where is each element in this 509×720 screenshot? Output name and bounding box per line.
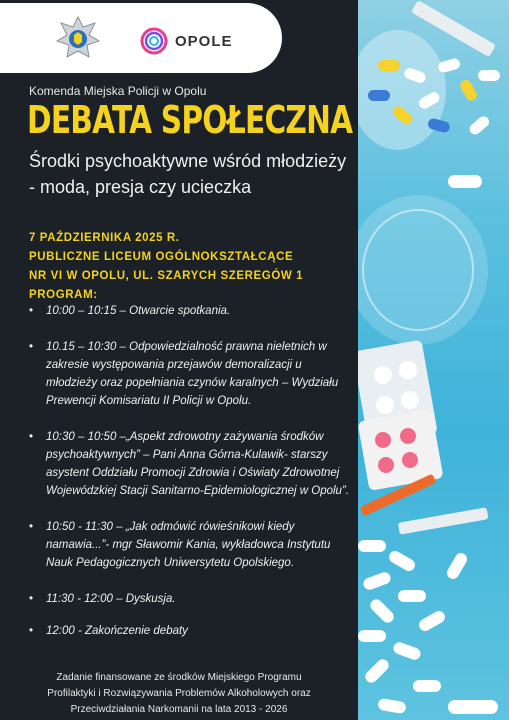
program-item: • 10:50 - 11:30 – „Jak odmówić rówieśnikowi kiedy namawia...”- mgr Sławomir Kania, wykładowca Instytutu Nauk Pedagogicznych Uniwersytetu Opolskiego.: [24, 518, 352, 572]
pills-illustration: [358, 0, 509, 720]
opole-logo-icon: [140, 27, 168, 55]
opole-logo-text: OPOLE: [175, 33, 233, 50]
event-title: DEBATA SPOŁECZNA: [27, 98, 353, 142]
event-info: [29, 229, 303, 305]
funding-line: Przeciwdziałania Narkomanii na lata 2013 - 2026: [70, 704, 288, 715]
funding-note: [0, 670, 358, 718]
program-item: • 11:30 - 12:00 – Dyskusja.: [24, 590, 352, 608]
event-date: 7 PAŹDZIERNIKA 2025 R.: [29, 232, 180, 244]
event-venue-line2: NR VI W OPOLU, UL. SZARYCH SZEREGÓW 1: [29, 270, 304, 282]
program-item: • 10.15 – 10:30 – Odpowiedzialność prawna nieletnich w zakresie występowania przejawów demoralizacji u młodzieży oraz popełniania czynów karalnych – Wydziału Prewencji Komisariatu II Policji w Opolu.: [24, 338, 352, 410]
program-label: PROGRAM:: [29, 289, 98, 301]
program-list: [24, 302, 352, 640]
program-item: • 12:00 - Zakończenie debaty: [24, 622, 352, 640]
funding-line: Zadanie finansowane ze środków Miejskiego Programu: [56, 672, 302, 683]
police-badge-icon: [55, 15, 101, 61]
logo-bar: [0, 3, 282, 73]
organization-name: Komenda Miejska Policji w Opolu: [29, 84, 207, 98]
funding-line: Profilaktyki i Rozwiązywania Problemów Alkoholowych oraz: [47, 688, 311, 699]
program-item: • 10:00 – 10:15 – Otwarcie spotkania.: [24, 302, 352, 320]
pills-photo: [358, 0, 509, 720]
program-item: • 10:30 – 10:50 –„Aspekt zdrowotny zażywania środków psychoaktywnych” – Pani Anna Górna-Kulawik- starszy asystent Oddziału Promocji Zdrowia i Oświaty Zdrowotnej Wojewódzkiej Stacji Sanitarno-Epidemiologicznej w Opolu”.: [24, 428, 352, 500]
event-venue-line1: PUBLICZNE LICEUM OGÓLNOKSZTAŁCĄCE: [29, 251, 294, 263]
event-subtitle: Środki psychoaktywne wśród młodzieży - moda, presja czy ucieczka: [29, 151, 347, 197]
